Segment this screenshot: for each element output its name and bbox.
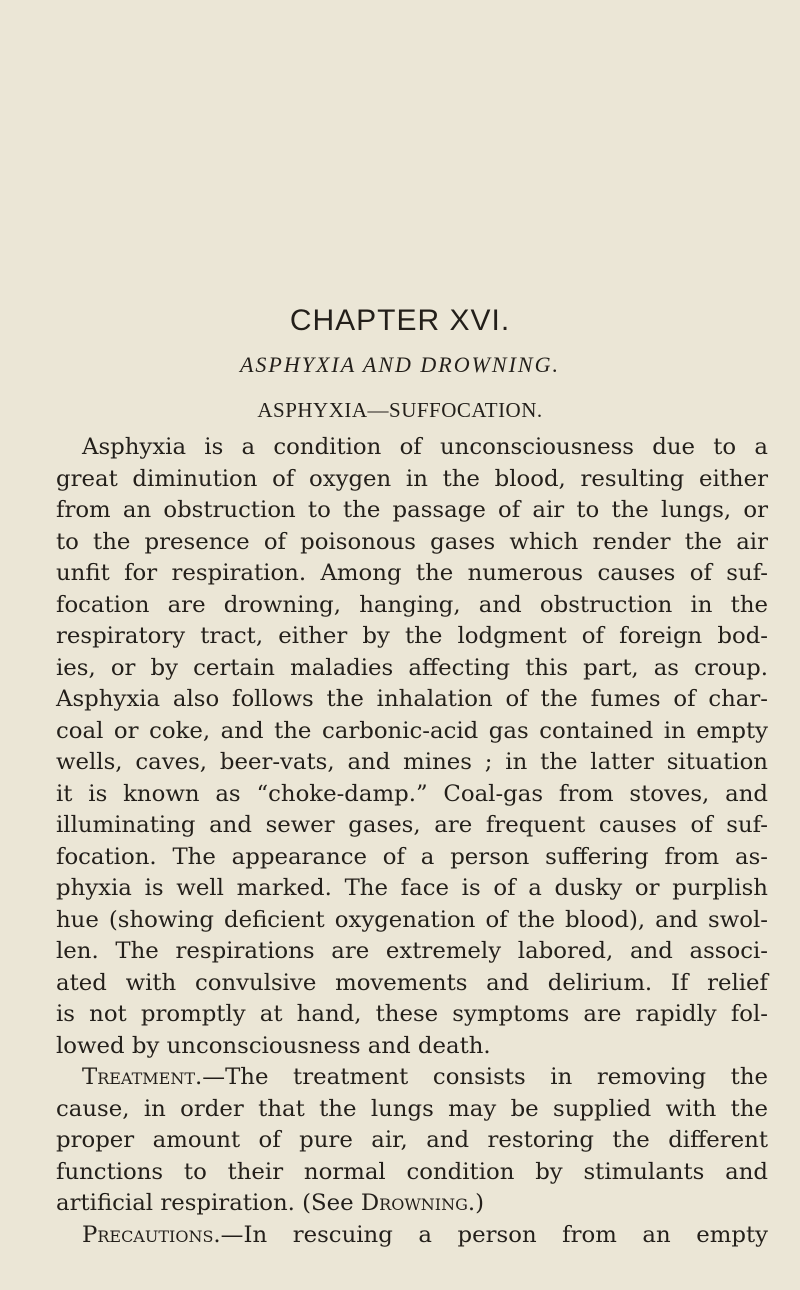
text-line: respiratory tract, either by the lodgment of foreign bod- bbox=[56, 623, 768, 649]
text-line: wells, caves, beer-vats, and mines ; in the latter situation bbox=[56, 749, 768, 775]
text-line: Asphyxia also follows the inhalation of the fumes of char- bbox=[56, 686, 768, 712]
treatment-label: Treatment. bbox=[82, 1064, 203, 1090]
chapter-title: CHAPTER XVI. bbox=[289, 304, 511, 337]
treatment-text: —The treatment consists in removing the bbox=[202, 1064, 768, 1090]
text-line: great diminution of oxygen in the blood, resulting either bbox=[56, 465, 768, 492]
text-line: proper amount of pure air, and restoring the different bbox=[56, 1127, 768, 1153]
text-line: focation. The appearance of a person suffering from as- bbox=[56, 843, 768, 870]
text-line: unfit for respiration. Among the numerous causes of suf- bbox=[56, 560, 768, 586]
precautions-line bbox=[56, 1220, 768, 1252]
treatment-text: .) bbox=[467, 1190, 485, 1216]
treatment-text: artificial respiration. (See bbox=[56, 1190, 361, 1216]
text-line: Asphyxia is a condition of unconsciousness due to a bbox=[82, 434, 768, 460]
section-heading: ASPHYXIA—SUFFOCATION. bbox=[257, 398, 543, 422]
text-line: illuminating and sewer gases, are frequent causes of suf- bbox=[56, 812, 768, 838]
text-line: cause, in order that the lungs may be supplied with the bbox=[56, 1095, 768, 1122]
text-line: coal or coke, and the carbonic-acid gas contained in empty bbox=[56, 717, 768, 744]
treatment-last-line bbox=[56, 1188, 768, 1220]
text-line: len. The respirations are extremely labored, and associ- bbox=[56, 938, 768, 964]
text-line: focation are drowning, hanging, and obstruction in the bbox=[56, 591, 768, 618]
text-line: hue (showing deficient oxygenation of the blood), and swol- bbox=[56, 906, 768, 933]
text-line: from an obstruction to the passage of air to the lungs, or bbox=[56, 497, 768, 523]
precautions-text: —In rescuing a person from an empty bbox=[220, 1221, 768, 1248]
treatment-line bbox=[56, 1062, 768, 1094]
cross-reference: Drowning bbox=[360, 1190, 468, 1216]
text-line: functions to their normal condition by stimulants and bbox=[56, 1158, 768, 1185]
text-line: phyxia is well marked. The face is of a dusky or purplish bbox=[56, 875, 768, 901]
text-line: is not promptly at hand, these symptoms are rapidly fol- bbox=[56, 1001, 768, 1027]
text-line: to the presence of poisonous gases which render the air bbox=[56, 528, 768, 555]
body-text bbox=[56, 432, 768, 1251]
precautions-label: Precautions. bbox=[82, 1221, 221, 1248]
chapter-subtitle: ASPHYXIA AND DROWNING. bbox=[239, 352, 560, 377]
text-line: ated with convulsive movements and delirium. If relief bbox=[56, 969, 768, 996]
text-line: lowed by unconsciousness and death. bbox=[56, 1032, 491, 1059]
text-line: ies, or by certain maladies affecting this part, as croup. bbox=[56, 654, 768, 681]
text-line: it is known as “choke-damp.” Coal-gas from stoves, and bbox=[56, 780, 768, 807]
